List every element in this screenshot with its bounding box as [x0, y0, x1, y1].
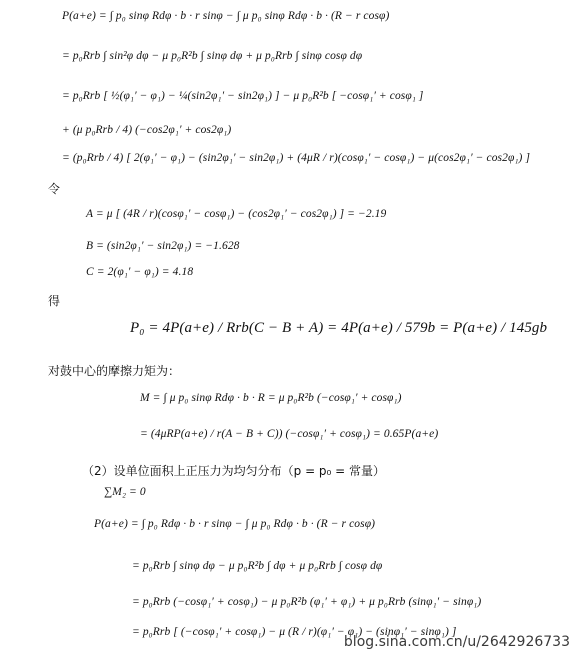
equation-uniform-1: P(a+e) = ∫ p₀ Rdφ · b · r sinφ − ∫ μ p₀ Rdφ · b · (R − r cosφ) [94, 518, 376, 530]
equation-uniform-2: = p₀Rrb ∫ sinφ dφ − μ p₀R²b ∫ dφ + μ p₀Rrb ∫ cosφ dφ [132, 560, 383, 572]
label-let: 令 [48, 182, 61, 196]
equation-B: B = (sin2φ₁′ − sin2φ₁) = −1.628 [86, 240, 240, 252]
label-friction-moment: 对鼓中心的摩擦力矩为： [48, 364, 181, 378]
equation-line-1: P(a+e) = ∫ p₀ sinφ Rdφ · b · r sinφ − ∫ μ p₀ sinφ Rdφ · b · (R − r cosφ) [62, 10, 390, 22]
equation-M-2: = (4μRP(a+e) / r(A − B + C)) (−cosφ₁′ + cosφ₁) = 0.65P(a+e) [140, 428, 439, 440]
equation-C: C = 2(φ₁′ − φ₁) = 4.18 [86, 266, 194, 278]
label-section-2: （2）设单位面积上正压力为均匀分布（p = p₀ = 常量） [82, 464, 386, 478]
label-obtain: 得 [48, 294, 61, 308]
equation-line-2: = p₀Rrb ∫ sin²φ dφ − μ p₀R²b ∫ sinφ dφ + μ p₀Rrb ∫ sinφ cosφ dφ [62, 50, 363, 62]
equation-sum-moment: ∑M₂ = 0 [104, 486, 146, 498]
equation-M-1: M = ∫ μ p₀ sinφ Rdφ · b · R = μ p₀R²b (−cosφ₁′ + cosφ₁) [140, 392, 402, 404]
equation-line-3: = p₀Rrb [ ½(φ₁′ − φ₁) − ¼(sin2φ₁′ − sin2φ₁) ] − μ p₀R²b [ −cosφ₁′ + cosφ₁ ] [62, 90, 424, 102]
equation-uniform-3: = p₀Rrb (−cosφ₁′ + cosφ₁) − μ p₀R²b (φ₁′ + φ₁) + μ p₀Rrb (sinφ₁′ − sinφ₁) [132, 596, 482, 608]
equation-line-5: = (p₀Rrb / 4) [ 2(φ₁′ − φ₁) − (sin2φ₁′ − sin2φ₁) + (4μR / r)(cosφ₁′ − cosφ₁) − μ(cos2φ₁′ − cos2φ₁) ] [62, 152, 531, 164]
equation-uniform-4: = p₀Rrb [ (−cosφ₁′ + cosφ₁) − μ (R / r)(φ₁′ − φ₁) − (sinφ₁′ − sinφ₁) ] [132, 626, 457, 638]
equation-line-4: + (μ p₀Rrb / 4) (−cos2φ₁′ + cos2φ₁) [62, 124, 232, 136]
equation-P0: P₀ = 4P(a+e) / Rrb(C − B + A) = 4P(a+e) / 579b = P(a+e) / 145gb [130, 320, 548, 336]
watermark-text: blog.sina.com.cn/u/2642926733 [343, 634, 570, 650]
equation-A: A = μ [ (4R / r)(cosφ₁′ − cosφ₁) − (cos2φ₁′ − cos2φ₁) ] = −2.19 [86, 208, 387, 220]
